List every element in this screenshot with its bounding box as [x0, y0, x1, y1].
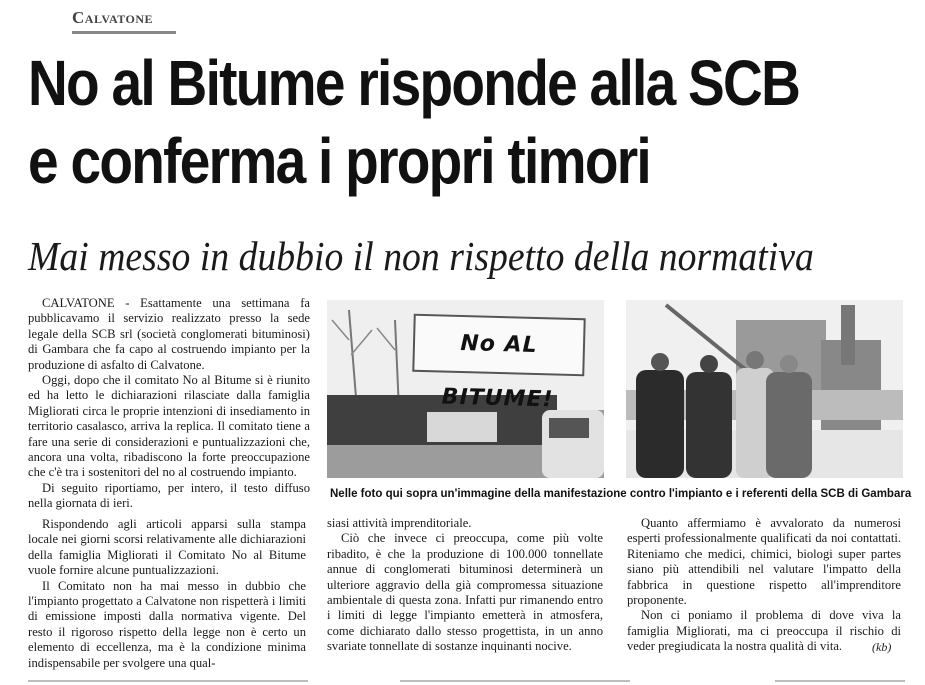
headline: [28, 44, 800, 200]
paragraph: Oggi, dopo che il comitato No al Bitume si è riunito ed ha letto le dichiarazioni rilasciate dalla famiglia Migliorati circa le proprie intenzioni di insediamento in territorio casalasco, arriva la replica. Il comitato tiene a fare una serie di considerazioni e puntualizzazioni che, ancora una volta, ribadiscono la forte preoccupazione che c'è tra i sostenitori del no al costruendo impianto.: [28, 373, 310, 480]
paragraph: siasi attività imprenditoriale.: [327, 516, 472, 530]
section-divider: [72, 31, 176, 34]
column-2: [327, 516, 603, 655]
protest-banner: No AL BITUME!: [412, 314, 585, 376]
paragraph: CALVATONE - Esattamente una settimana fa pubblicavamo il servizio realizzato presso la sede legale della SCB srl (società conglomerati bituminosi) di Gambara che fa capo al costruendo impianto per la produzione di asfalto di Calvatone.: [28, 296, 310, 372]
headline-line-2: e conferma i propri timori: [28, 125, 650, 197]
plant-scene-illustration: [626, 300, 903, 478]
scb-representatives-photo: [626, 300, 903, 478]
bottom-divider: [28, 680, 308, 682]
paragraph: Di seguito riportiamo, per intero, il testo diffuso nella giornata di ieri.: [28, 480, 310, 511]
subheadline: Mai messo in dubbio il non rispetto della normativa: [28, 233, 814, 279]
paragraph: Il Comitato non ha mai messo in dubbio che l'impianto progettato a Calvatone non rispetterà i limiti di emissione imposti dalla normativa vigente. Del resto il rigoroso rispetto della legge non è certo un elemento di eccellenza, ma è la condizione minima indispensabile per svolgere una qual-: [28, 578, 306, 670]
column-1-intro: [28, 296, 310, 512]
paragraph: Quanto affermiamo è avvalorato da numerosi esperti professionalmente qualificati da noi contattati. Riteniamo che medici, chimici, biologi super partes siano più attendibili nel valutare l'impatto della fabbrica in questione rispetto all'imprenditore proponente.: [627, 516, 901, 608]
paragraph: Non ci poniamo il problema di dove viva la famiglia Migliorati, ma ci preoccupa il rischio di veder pregiudicata la nostra qualità di vita.: [627, 608, 901, 654]
column-1-statement: [28, 517, 306, 671]
bottom-divider: [775, 680, 905, 682]
author-signature: (kb): [872, 640, 892, 654]
photo-caption: Nelle foto qui sopra un'immagine della manifestazione contro l'impianto e i referenti della SCB di Gambara: [330, 488, 912, 500]
protest-photo: [327, 300, 604, 478]
paragraph: Ciò che invece ci preoccupa, come più volte ribadito, è che la produzione di 100.000 tonnellate annue di conglomerati bituminosi determinerà un ulteriore aggravio della già compromessa situazione ambientale di questa zona. Infatti pur rimanendo entro i limiti di legge l'impianto emetterà in atmosfera, come dichiarato dallo stesso progettista, in un anno svariate tonnellate di sostanze inquinanti nocive.: [327, 531, 603, 654]
column-3: [627, 516, 901, 655]
bottom-divider: [400, 680, 630, 682]
paragraph: Rispondendo agli articoli apparsi sulla stampa locale nei giorni scorsi relativamente alle dichiarazioni della famiglia Migliorati il Comitato No al Bitume vuole fornire alcune puntualizzazioni.: [28, 517, 306, 578]
headline-line-1: No al Bitume risponde alla SCB: [28, 47, 800, 119]
section-label: Calvatone: [72, 8, 154, 27]
